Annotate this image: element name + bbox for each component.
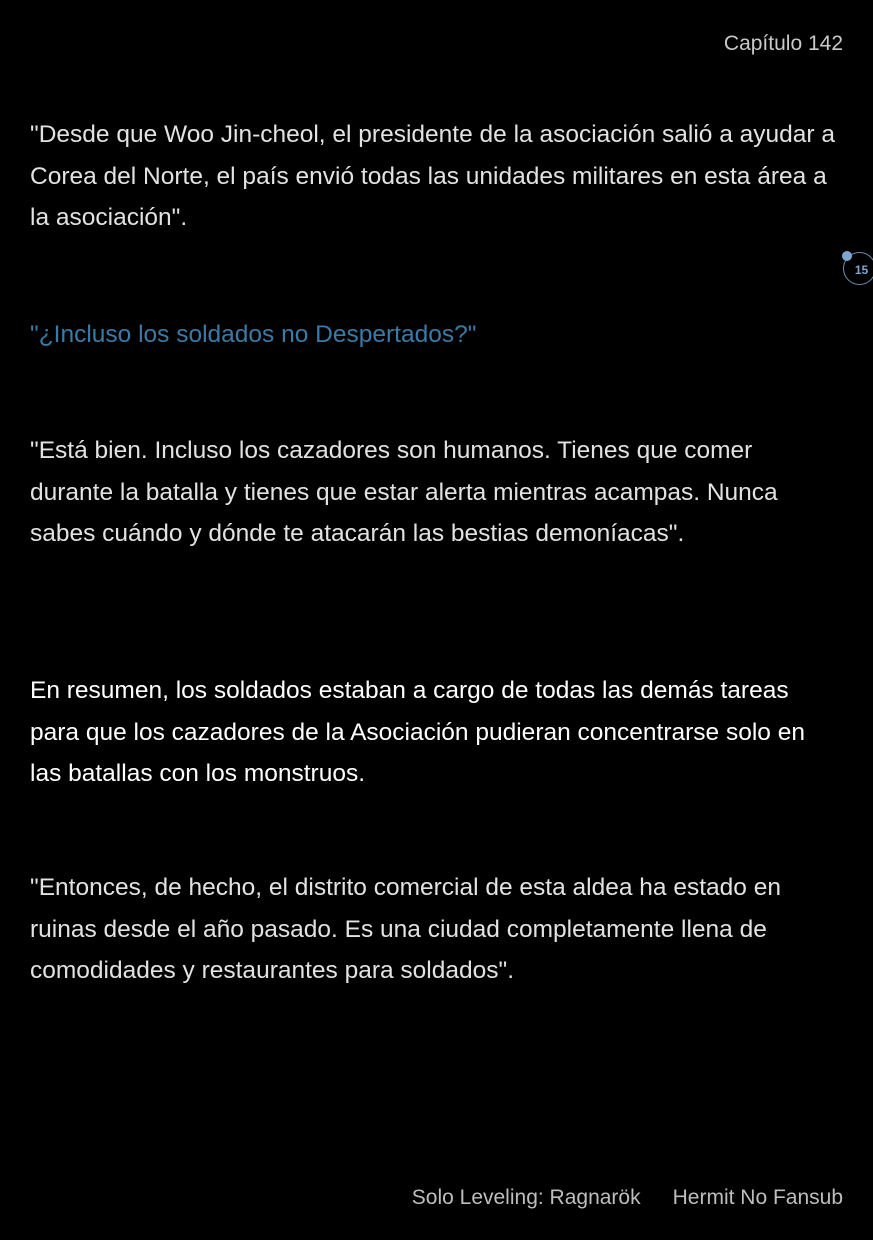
paragraph-5: "Entonces, de hecho, el distrito comercial de esta aldea ha estado en ruinas desde el año pasado. Es una ciudad completamente llena de comodidades y restaurantes para soldados". (30, 874, 781, 984)
paragraph-1: "Desde que Woo Jin-cheol, el presidente de la asociación salió a ayudar a Corea del Norte, el país envió todas las unidades militares en esta área a la asociación". (30, 121, 835, 231)
novel-title: Solo Leveling: Ragnarök (411, 1186, 641, 1209)
chapter-label: Capítulo 142 (723, 32, 843, 55)
comment-count: 15 (854, 262, 869, 277)
translator-credit: Hermit No Fansub (672, 1186, 843, 1209)
comment-badge[interactable] (843, 252, 873, 285)
paragraph-2: "¿Incluso los soldados no Despertados?" (30, 321, 477, 348)
footer (412, 1186, 843, 1210)
paragraph-3: "Está bien. Incluso los cazadores son humanos. Tienes que comer durante la batalla y tienes que estar alerta mientras acampas. Nunca sabes cuándo y dónde te atacarán las bestias demoníacas". (30, 437, 778, 547)
comment-bubble-icon (842, 251, 852, 261)
paragraph-4: En resumen, los soldados estaban a cargo de todas las demás tareas para que los cazadores de la Asociación pudieran concentrarse solo en las batallas con los monstruos. (30, 677, 805, 787)
